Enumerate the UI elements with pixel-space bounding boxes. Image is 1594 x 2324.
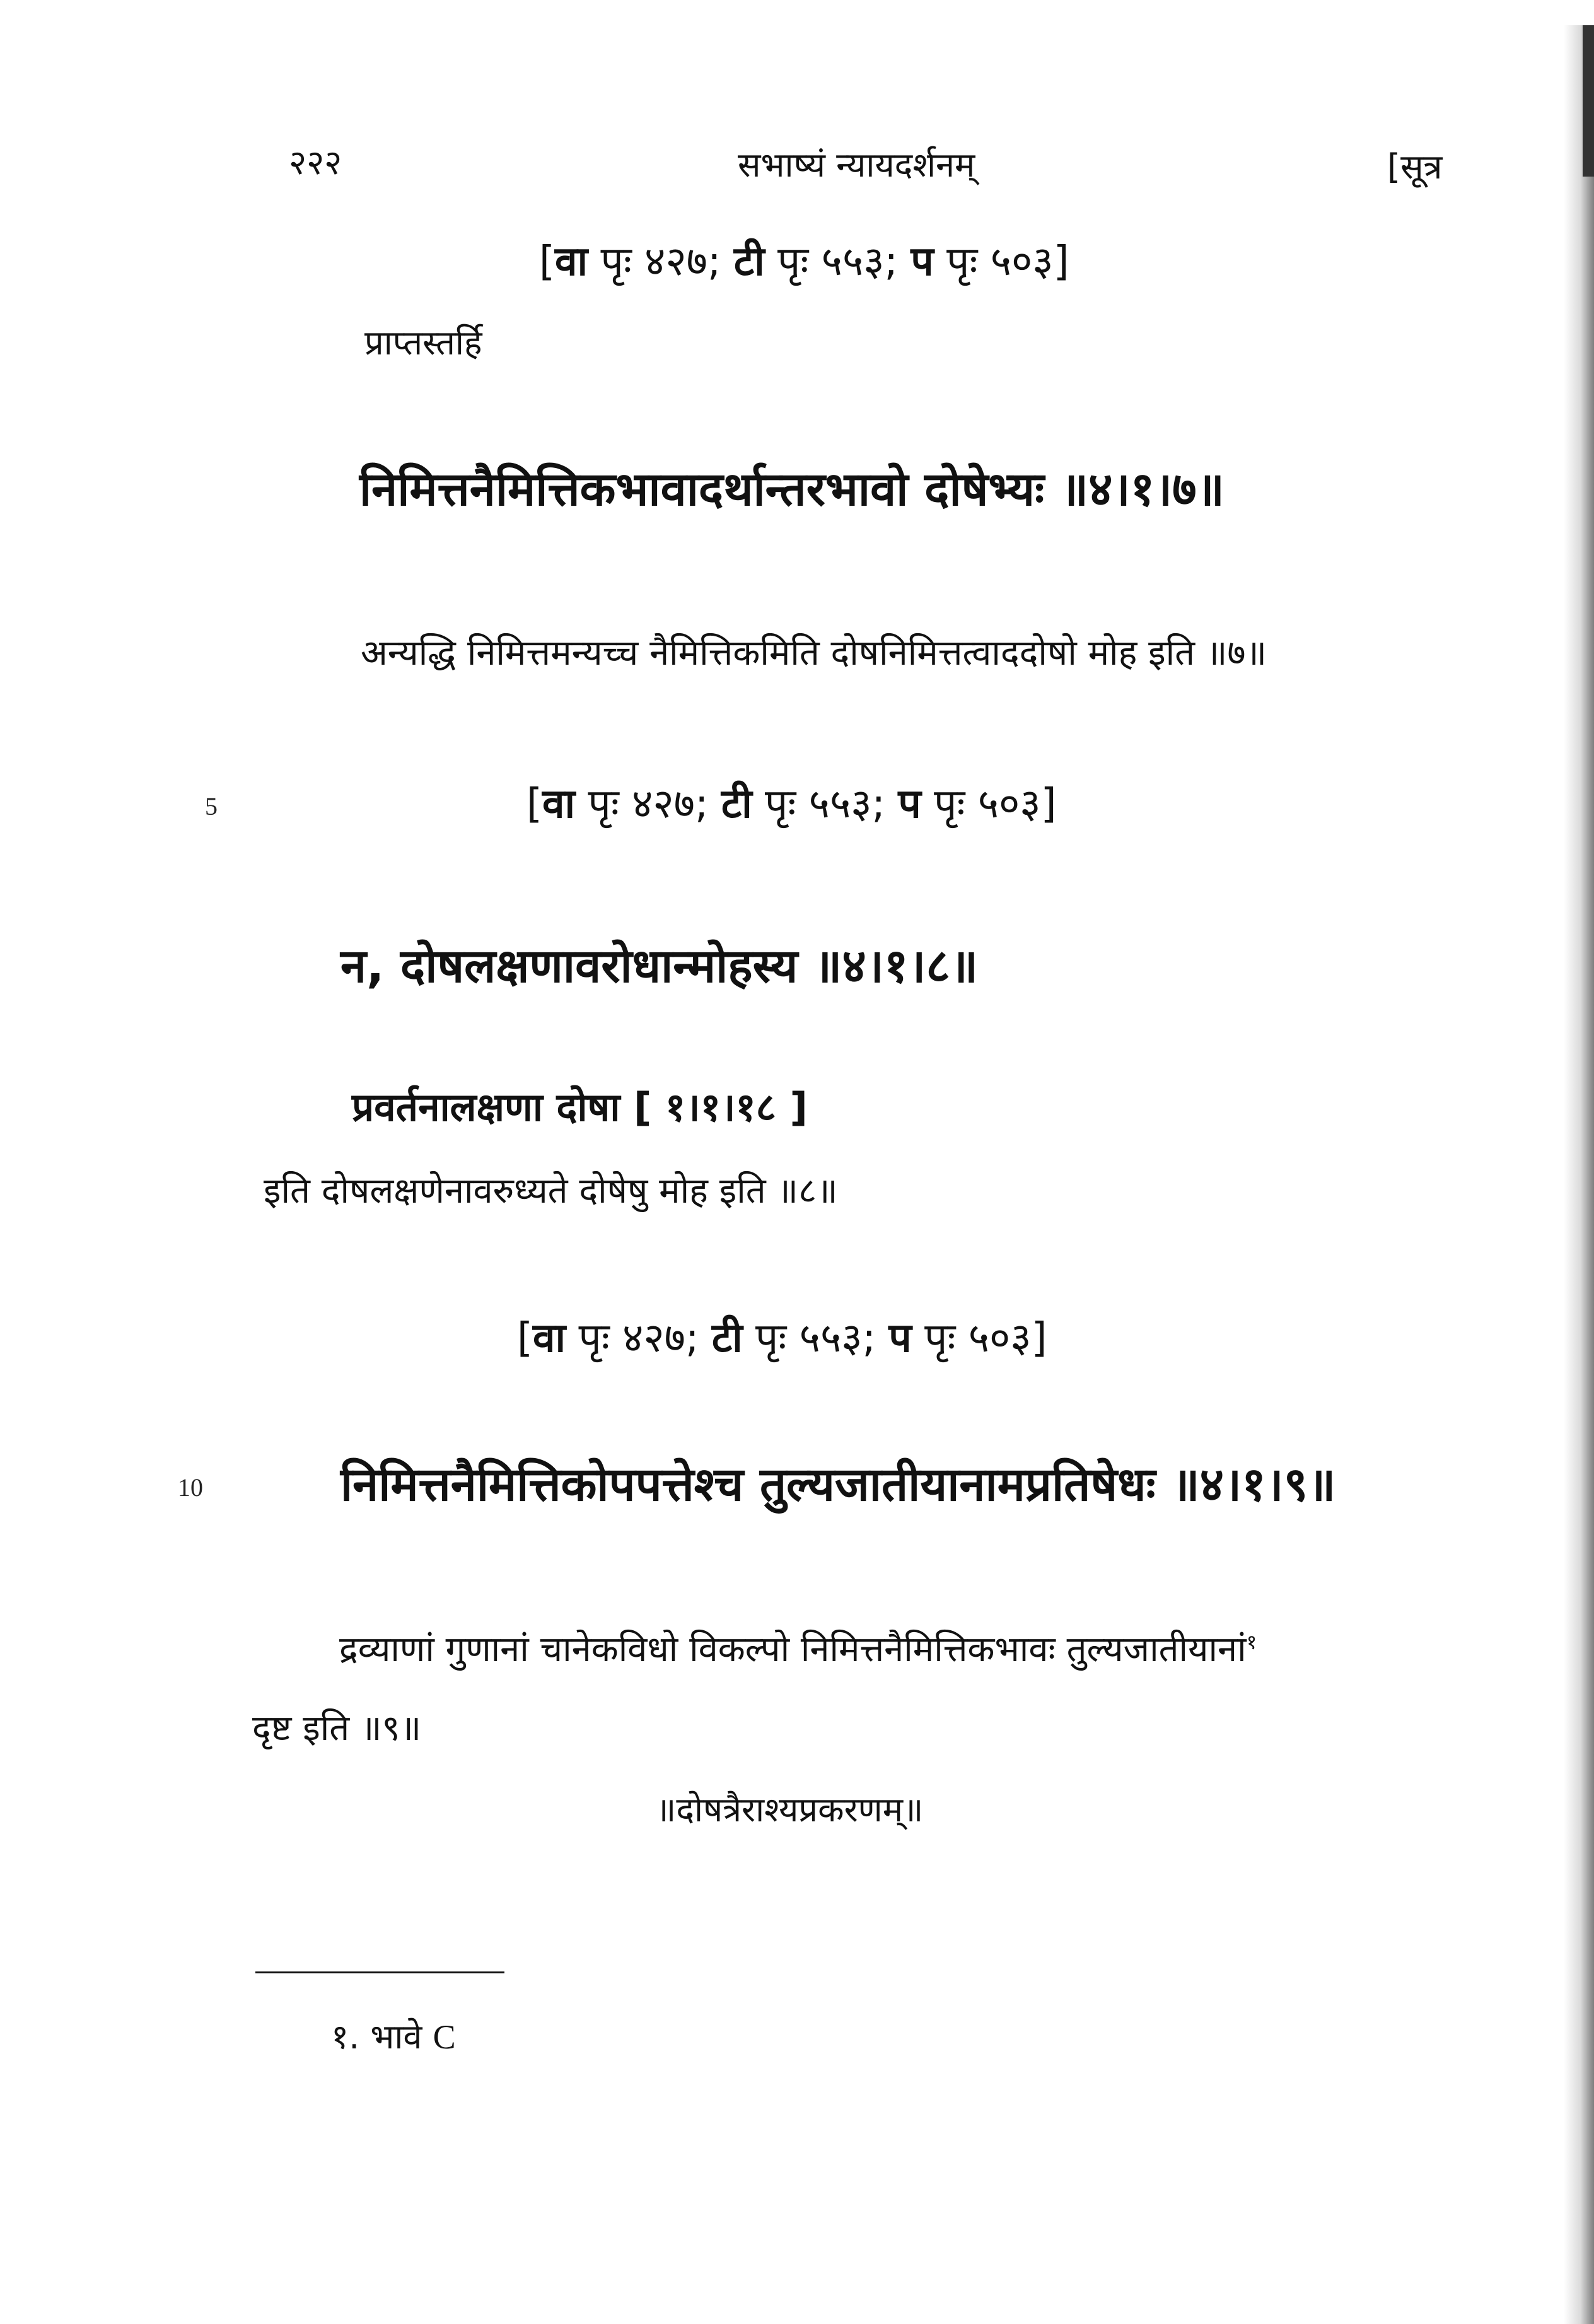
bhashya-8: इति दोषलक्षणेनावरुध्यते दोषेषु मोह इति ॥८॥ bbox=[264, 1171, 838, 1212]
commentary-reference: [वा पृः ४२७; टी पृः ५५३; प पृः ५०३] bbox=[517, 1315, 1047, 1362]
intro-text: प्राप्तस्तर्हि bbox=[364, 323, 482, 363]
line-number-5: 5 bbox=[205, 792, 218, 820]
section-label: [सूत्र bbox=[1387, 147, 1443, 187]
footnote: १. भावे C bbox=[331, 2017, 456, 2057]
sutra-8: न, दोषलक्षणावरोधान्मोहस्य ॥४।१।८॥ bbox=[340, 939, 979, 993]
commentary-reference: [वा पृः ४२७; टी पृः ५५३; प पृः ५०३] bbox=[539, 238, 1069, 285]
commentary-reference: [वा पृः ४२७; टी पृः ५५३; प पृः ५०३] bbox=[526, 781, 1057, 827]
line-number-10: 10 bbox=[178, 1473, 203, 1502]
section-end-title: ॥दोषत्रैराश्यप्रकरणम्॥ bbox=[656, 1790, 924, 1830]
bhashya-9-line2: दृष्ट इति ॥९॥ bbox=[252, 1708, 422, 1749]
footnote-divider bbox=[255, 1971, 504, 1973]
scan-edge-shadow bbox=[1564, 25, 1594, 2324]
bhashya-9-line1: द्रव्याणां गुणानां चानेकविधो विकल्पो निमित्तनैमित्तिकभावः तुल्यजातीयानां$^१$ bbox=[339, 1629, 1257, 1670]
scan-edge-mark bbox=[1583, 25, 1594, 177]
bhashya-7: अन्यद्धि निमित्तमन्यच्च नैमित्तिकमिति दोषनिमित्तत्वाददोषो मोह इति ॥७॥ bbox=[361, 633, 1267, 674]
footnote-marker: १ bbox=[1246, 1630, 1257, 1654]
sutra-7: निमित्तनैमित्तिकभावादर्थान्तरभावो दोषेभ्यः ॥४।१।७॥ bbox=[359, 462, 1225, 517]
page-number: २२२ bbox=[289, 143, 342, 182]
sutra-9: निमित्तनैमित्तिकोपपत्तेश्च तुल्यजातीयानामप्रतिषेधः ॥४।१।९॥ bbox=[340, 1457, 1336, 1512]
book-title: सभाष्यं न्यायदर्शनम् bbox=[738, 145, 975, 185]
bhashya-8-quote: प्रवर्तनालक्षणा दोषा [ १।१।१८ ] bbox=[352, 1084, 808, 1130]
